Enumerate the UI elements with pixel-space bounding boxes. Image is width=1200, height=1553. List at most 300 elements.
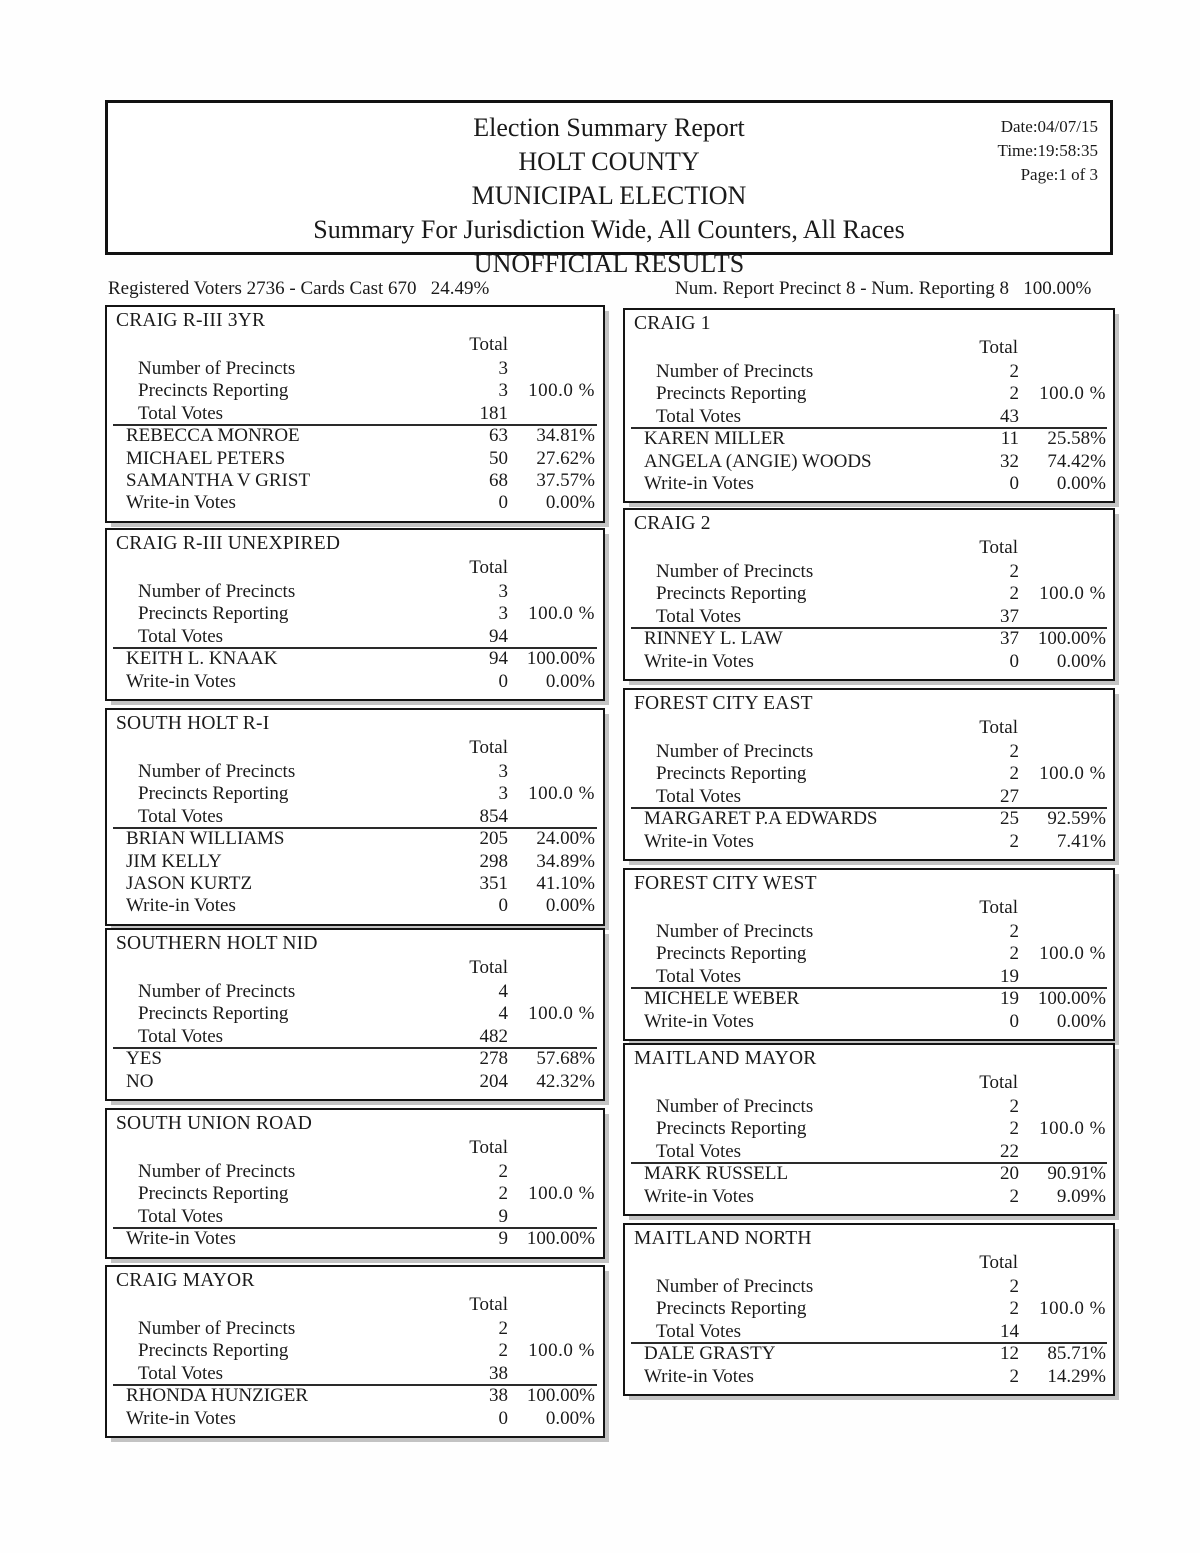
contest-title: FOREST CITY EAST (634, 693, 813, 714)
candidate-row-percent: 92.59% (1047, 808, 1106, 830)
candidate-row-value: 38 (489, 1385, 508, 1407)
contest-box (105, 708, 605, 926)
total-column-header-label: Total (979, 1072, 1018, 1093)
total-votes-row (625, 1321, 1113, 1343)
total-votes-row (625, 406, 1113, 428)
contest-rows (107, 981, 603, 1093)
candidate-row-percent: 100.00% (1037, 628, 1106, 650)
candidate-row-percent: 24.00% (536, 828, 595, 850)
total-votes-row-value: 14 (1000, 1320, 1019, 1342)
candidate-row-label: Write-in Votes (644, 1010, 754, 1032)
total-column-header-label: Total (979, 717, 1018, 738)
contest-rows (625, 741, 1113, 853)
candidate-row-value: 25 (1000, 808, 1019, 830)
total-column-header (625, 1252, 1113, 1276)
number-of-precincts-row-value: 4 (498, 981, 508, 1002)
candidate-row (107, 648, 603, 670)
precincts-reporting-row-value: 3 (498, 380, 508, 402)
precincts-reporting-row-label: Precincts Reporting (138, 783, 289, 805)
contest-box (105, 1108, 605, 1259)
total-votes-row (625, 786, 1113, 808)
precincts-reporting-row-percent: 100.0 % (528, 380, 595, 402)
precincts-reporting-row-label: Precincts Reporting (656, 383, 807, 405)
candidate-row (107, 828, 603, 850)
total-votes-row (625, 606, 1113, 628)
contest-title: CRAIG R-III UNEXPIRED (116, 533, 341, 554)
precincts-reporting-row-value: 2 (1009, 1118, 1019, 1140)
registered-voters-stat: Registered Voters 2736 - Cards Cast 670 24.49% (108, 278, 490, 299)
precincts-reporting-row (107, 603, 603, 625)
candidate-row (107, 470, 603, 492)
precincts-reporting-row-percent: 100.0 % (1039, 583, 1106, 605)
contest-rows (625, 361, 1113, 495)
report-meta-block (998, 115, 1098, 187)
candidate-row-label: Write-in Votes (126, 1228, 236, 1250)
candidate-row-value: 278 (479, 1048, 508, 1070)
total-votes-row-label: Total Votes (138, 1362, 224, 1384)
precincts-reporting-row-value: 3 (498, 603, 508, 625)
precincts-reporting-row-percent: 100.0 % (1039, 943, 1106, 965)
number-of-precincts-row-value: 3 (498, 581, 508, 602)
candidate-row-percent: 0.00% (1056, 650, 1106, 672)
candidate-row-value: 204 (479, 1070, 508, 1092)
candidate-row-value: 94 (489, 648, 508, 670)
total-votes-row-label: Total Votes (656, 605, 742, 627)
candidate-row-label: Write-in Votes (126, 1407, 236, 1429)
precincts-reporting-row-percent: 100.0 % (528, 1340, 595, 1362)
total-votes-row-value: 181 (479, 402, 508, 424)
number-of-precincts-row-label: Number of Precincts (138, 1318, 296, 1339)
precincts-reporting-row-percent: 100.0 % (1039, 1118, 1106, 1140)
number-of-precincts-row (625, 361, 1113, 383)
candidate-row (625, 651, 1113, 673)
candidate-row-label: YES (126, 1048, 162, 1070)
candidate-row (107, 671, 603, 693)
total-votes-row-label: Total Votes (138, 1025, 224, 1047)
candidate-row-percent: 7.41% (1056, 830, 1106, 852)
number-of-precincts-row-label: Number of Precincts (138, 581, 296, 602)
precinct-reporting-stat: Num. Report Precinct 8 - Num. Reporting 8 100.00% (675, 278, 1092, 299)
number-of-precincts-row-label: Number of Precincts (656, 361, 814, 382)
contest-box (623, 308, 1115, 503)
candidate-row (107, 448, 603, 470)
candidate-row-value: 11 (1000, 428, 1019, 450)
number-of-precincts-row (107, 761, 603, 783)
total-column-header (107, 1137, 603, 1161)
contest-box (105, 305, 605, 523)
candidate-row-label: Write-in Votes (644, 1365, 754, 1387)
candidate-row-percent: 0.00% (1056, 1010, 1106, 1032)
candidate-row (625, 1163, 1113, 1185)
candidate-row-percent: 42.32% (536, 1070, 595, 1092)
precincts-reporting-row (107, 1003, 603, 1025)
number-of-precincts-row-value: 3 (498, 761, 508, 782)
total-votes-row-label: Total Votes (656, 405, 742, 427)
number-of-precincts-row-label: Number of Precincts (138, 358, 296, 379)
candidate-row-value: 63 (489, 425, 508, 447)
total-column-header (625, 337, 1113, 361)
candidate-row-value: 20 (1000, 1163, 1019, 1185)
candidate-row-label: Write-in Votes (126, 670, 236, 692)
candidate-row-label: KEITH L. KNAAK (126, 648, 278, 670)
total-votes-row (107, 1206, 603, 1228)
candidate-row-percent: 14.29% (1047, 1365, 1106, 1387)
candidate-row-percent: 85.71% (1047, 1343, 1106, 1365)
total-column-header (107, 334, 603, 358)
candidate-row-percent: 9.09% (1056, 1185, 1106, 1207)
total-votes-row-label: Total Votes (138, 402, 224, 424)
number-of-precincts-row (107, 981, 603, 1003)
candidate-row (625, 988, 1113, 1010)
precincts-reporting-row-percent: 100.0 % (528, 603, 595, 625)
candidate-row-label: Write-in Votes (126, 492, 236, 514)
candidate-row (107, 1048, 603, 1070)
number-of-precincts-row (625, 921, 1113, 943)
candidate-row (107, 851, 603, 873)
total-votes-row-label: Total Votes (138, 1205, 224, 1227)
number-of-precincts-row-label: Number of Precincts (138, 761, 296, 782)
candidate-row-percent: 100.00% (526, 648, 595, 670)
total-column-header-label: Total (469, 1294, 508, 1315)
report-title-line-5: UNOFFICIAL RESULTS (473, 249, 745, 279)
candidate-row-value: 68 (489, 469, 508, 491)
total-votes-row-value: 38 (489, 1362, 508, 1384)
candidate-row-value: 50 (489, 447, 508, 469)
total-column-header-label: Total (469, 557, 508, 578)
candidate-row-value: 37 (1000, 628, 1019, 650)
candidate-row (625, 831, 1113, 853)
candidate-row-value: 12 (1000, 1343, 1019, 1365)
number-of-precincts-row-label: Number of Precincts (656, 561, 814, 582)
total-column-header (625, 537, 1113, 561)
precincts-reporting-row (625, 1298, 1113, 1320)
candidate-row (107, 1408, 603, 1430)
total-votes-row-value: 27 (1000, 785, 1019, 807)
precincts-reporting-row (625, 763, 1113, 785)
candidate-row-percent: 100.00% (1037, 988, 1106, 1010)
report-date: Date:04/07/15 (1000, 117, 1098, 136)
candidate-row-label: NO (126, 1070, 154, 1092)
number-of-precincts-row-value: 2 (1009, 921, 1019, 942)
precincts-reporting-row (107, 1340, 603, 1362)
precincts-reporting-row-percent: 100.0 % (528, 1003, 595, 1025)
contest-rows (107, 1161, 603, 1251)
candidate-row-label: Write-in Votes (126, 895, 236, 917)
precincts-reporting-row-value: 2 (1009, 763, 1019, 785)
precincts-reporting-row-percent: 100.0 % (1039, 763, 1106, 785)
candidate-row (625, 1186, 1113, 1208)
contest-rows (107, 761, 603, 918)
contest-box (623, 688, 1115, 861)
total-column-header-label: Total (469, 1137, 508, 1158)
precincts-reporting-row (625, 583, 1113, 605)
precincts-reporting-row-value: 2 (1009, 583, 1019, 605)
candidate-row-label: SAMANTHA V GRIST (126, 469, 311, 491)
contest-title: SOUTH UNION ROAD (116, 1113, 313, 1134)
candidate-row-label: BRIAN WILLIAMS (126, 828, 285, 850)
number-of-precincts-row-label: Number of Precincts (656, 921, 814, 942)
number-of-precincts-row (625, 1096, 1113, 1118)
number-of-precincts-row-value: 2 (1009, 741, 1019, 762)
contest-title: CRAIG R-III 3YR (116, 310, 266, 331)
total-votes-row-label: Total Votes (656, 965, 742, 987)
candidate-row-percent: 25.58% (1047, 428, 1106, 450)
report-title-line-3: MUNICIPAL ELECTION (471, 181, 747, 211)
precincts-reporting-row-percent: 100.0 % (528, 783, 595, 805)
candidate-row-label: Write-in Votes (644, 472, 754, 494)
candidate-row (107, 895, 603, 917)
candidate-row (625, 1366, 1113, 1388)
candidate-row (625, 451, 1113, 473)
candidate-row-percent: 37.57% (536, 469, 595, 491)
candidate-row-percent: 27.62% (536, 447, 595, 469)
number-of-precincts-row-label: Number of Precincts (656, 1096, 814, 1117)
contest-title: MAITLAND NORTH (634, 1228, 812, 1249)
total-column-header-label: Total (979, 897, 1018, 918)
precincts-reporting-row-percent: 100.0 % (528, 1183, 595, 1205)
precincts-reporting-row-label: Precincts Reporting (656, 763, 807, 785)
precincts-reporting-row-percent: 100.0 % (1039, 1298, 1106, 1320)
contest-title: CRAIG MAYOR (116, 1270, 255, 1291)
total-votes-row-label: Total Votes (656, 785, 742, 807)
total-votes-row-label: Total Votes (138, 625, 224, 647)
candidate-row (625, 808, 1113, 830)
precincts-reporting-row-label: Precincts Reporting (656, 943, 807, 965)
precincts-reporting-row (107, 1183, 603, 1205)
number-of-precincts-row-label: Number of Precincts (656, 741, 814, 762)
candidate-row-label: RHONDA HUNZIGER (126, 1385, 309, 1407)
candidate-row-percent: 0.00% (545, 895, 595, 917)
total-column-header-label: Total (979, 337, 1018, 358)
contest-box (105, 1265, 605, 1438)
total-votes-row-value: 19 (1000, 965, 1019, 987)
report-header-box (105, 100, 1113, 279)
number-of-precincts-row-value: 2 (1009, 561, 1019, 582)
candidate-row-value: 2 (1009, 1365, 1019, 1387)
number-of-precincts-row (107, 1161, 603, 1183)
contest-rows (625, 561, 1113, 673)
total-votes-row-label: Total Votes (138, 805, 224, 827)
candidate-row-label: MARK RUSSELL (644, 1163, 789, 1185)
total-votes-row-value: 482 (479, 1025, 508, 1047)
total-votes-row-value: 9 (498, 1205, 508, 1227)
total-votes-row-value: 43 (1000, 405, 1019, 427)
precincts-reporting-row-label: Precincts Reporting (656, 583, 807, 605)
contest-box (105, 928, 605, 1101)
total-column-header (625, 717, 1113, 741)
candidate-row-percent: 34.89% (536, 850, 595, 872)
total-column-header-label: Total (979, 1252, 1018, 1273)
contest-title: SOUTHERN HOLT NID (116, 933, 318, 954)
total-votes-row (107, 806, 603, 828)
number-of-precincts-row-value: 2 (498, 1161, 508, 1182)
report-page-number: Page:1 of 3 (1020, 165, 1098, 185)
contest-title: MAITLAND MAYOR (634, 1048, 817, 1069)
total-votes-row (107, 626, 603, 648)
report-title-line-2: HOLT COUNTY (518, 147, 700, 177)
candidate-row-percent: 100.00% (526, 1385, 595, 1407)
total-votes-row (625, 1141, 1113, 1163)
candidate-row-value: 298 (479, 850, 508, 872)
number-of-precincts-row (107, 1318, 603, 1340)
precincts-reporting-row-value: 2 (1009, 1298, 1019, 1320)
total-column-header (625, 1072, 1113, 1096)
number-of-precincts-row (625, 561, 1113, 583)
candidate-row-label: Write-in Votes (644, 1185, 754, 1207)
number-of-precincts-row-value: 2 (1009, 361, 1019, 382)
candidate-row-label: REBECCA MONROE (126, 425, 300, 447)
contest-title: CRAIG 2 (634, 513, 711, 534)
candidate-row-label: JASON KURTZ (126, 872, 253, 894)
candidate-row-value: 2 (1009, 830, 1019, 852)
contest-title: CRAIG 1 (634, 313, 711, 334)
number-of-precincts-row-label: Number of Precincts (138, 1161, 296, 1182)
candidate-row-value: 0 (498, 895, 508, 917)
contest-rows (625, 921, 1113, 1033)
candidate-row (107, 425, 603, 447)
candidate-row (625, 428, 1113, 450)
candidate-row-value: 9 (498, 1228, 508, 1250)
candidate-row (625, 1343, 1113, 1365)
contest-box (623, 1043, 1115, 1216)
candidate-row-percent: 90.91% (1047, 1163, 1106, 1185)
precincts-reporting-row-percent: 100.0 % (1039, 383, 1106, 405)
candidate-row-percent: 57.68% (536, 1048, 595, 1070)
total-votes-row-value: 854 (479, 805, 508, 827)
candidate-row-percent: 41.10% (536, 872, 595, 894)
total-column-header-label: Total (979, 537, 1018, 558)
candidate-row-label: MICHAEL PETERS (126, 447, 286, 469)
candidate-row-value: 32 (1000, 450, 1019, 472)
report-title-block (108, 111, 1110, 281)
report-title-line-4: Summary For Jurisdiction Wide, All Counters, All Races (313, 215, 905, 245)
candidate-row-label: MICHELE WEBER (644, 988, 800, 1010)
candidate-row-label: JIM KELLY (126, 850, 222, 872)
candidate-row-value: 0 (498, 1407, 508, 1429)
candidate-row-value: 0 (1009, 1010, 1019, 1032)
total-votes-row-value: 94 (489, 625, 508, 647)
contest-rows (107, 581, 603, 693)
candidate-row-label: RINNEY L. LAW (644, 628, 783, 650)
contest-rows (625, 1096, 1113, 1208)
total-column-header-label: Total (469, 957, 508, 978)
number-of-precincts-row (625, 1276, 1113, 1298)
candidate-row-label: ANGELA (ANGIE) WOODS (644, 450, 872, 472)
contest-box (623, 508, 1115, 681)
contest-rows (107, 358, 603, 515)
candidate-row-percent: 0.00% (545, 492, 595, 514)
number-of-precincts-row-value: 2 (498, 1318, 508, 1339)
candidate-row-label: KAREN MILLER (644, 428, 785, 450)
candidate-row-value: 0 (1009, 472, 1019, 494)
precincts-reporting-row-label: Precincts Reporting (138, 380, 289, 402)
precincts-reporting-row-value: 2 (498, 1340, 508, 1362)
candidate-row-percent: 0.00% (545, 670, 595, 692)
precincts-reporting-row-value: 3 (498, 783, 508, 805)
precincts-reporting-row-value: 2 (1009, 383, 1019, 405)
precincts-reporting-row-label: Precincts Reporting (138, 1003, 289, 1025)
candidate-row (107, 1228, 603, 1250)
total-votes-row (625, 966, 1113, 988)
number-of-precincts-row (107, 581, 603, 603)
contest-title: SOUTH HOLT R-I (116, 713, 270, 734)
precincts-reporting-row (625, 1118, 1113, 1140)
precincts-reporting-row (107, 380, 603, 402)
summary-stats-line (105, 278, 1113, 302)
candidate-row-value: 205 (479, 828, 508, 850)
candidate-row (107, 1071, 603, 1093)
number-of-precincts-row-value: 2 (1009, 1276, 1019, 1297)
precincts-reporting-row-label: Precincts Reporting (138, 603, 289, 625)
total-votes-row (107, 1026, 603, 1048)
total-column-header (107, 557, 603, 581)
total-votes-row-value: 22 (1000, 1140, 1019, 1162)
candidate-row-label: Write-in Votes (644, 650, 754, 672)
total-column-header (107, 957, 603, 981)
total-column-header-label: Total (469, 334, 508, 355)
candidate-row-percent: 74.42% (1047, 450, 1106, 472)
report-title-line-1: Election Summary Report (473, 113, 745, 142)
number-of-precincts-row-value: 2 (1009, 1096, 1019, 1117)
candidate-row-value: 0 (498, 670, 508, 692)
total-votes-row-value: 37 (1000, 605, 1019, 627)
candidate-row (107, 1385, 603, 1407)
number-of-precincts-row-label: Number of Precincts (656, 1276, 814, 1297)
precincts-reporting-row-value: 2 (498, 1183, 508, 1205)
candidate-row-value: 19 (1000, 988, 1019, 1010)
contest-box (623, 1223, 1115, 1396)
candidate-row-percent: 34.81% (536, 425, 595, 447)
total-votes-row (107, 403, 603, 425)
candidate-row-label: MARGARET P.A EDWARDS (644, 808, 878, 830)
total-votes-row-label: Total Votes (656, 1140, 742, 1162)
precincts-reporting-row-value: 2 (1009, 943, 1019, 965)
total-column-header-label: Total (469, 737, 508, 758)
precincts-reporting-row-label: Precincts Reporting (656, 1298, 807, 1320)
number-of-precincts-row (625, 741, 1113, 763)
candidate-row-label: Write-in Votes (644, 830, 754, 852)
candidate-row (107, 492, 603, 514)
candidate-row-value: 0 (498, 492, 508, 514)
candidate-row-value: 2 (1009, 1185, 1019, 1207)
report-time: Time:19:58:35 (997, 141, 1098, 161)
precincts-reporting-row (625, 943, 1113, 965)
contest-box (105, 528, 605, 701)
candidate-row (625, 473, 1113, 495)
precincts-reporting-row (625, 383, 1113, 405)
contest-rows (625, 1276, 1113, 1388)
precincts-reporting-row-value: 4 (498, 1003, 508, 1025)
candidate-row-label: DALE GRASTY (644, 1343, 776, 1365)
contest-rows (107, 1318, 603, 1430)
number-of-precincts-row-value: 3 (498, 358, 508, 379)
precincts-reporting-row-label: Precincts Reporting (138, 1340, 289, 1362)
precincts-reporting-row-label: Precincts Reporting (138, 1183, 289, 1205)
precincts-reporting-row-label: Precincts Reporting (656, 1118, 807, 1140)
precincts-reporting-row (107, 783, 603, 805)
candidate-row (625, 1011, 1113, 1033)
candidate-row-percent: 0.00% (1056, 472, 1106, 494)
contest-box (623, 868, 1115, 1041)
total-column-header (625, 897, 1113, 921)
total-votes-row-label: Total Votes (656, 1320, 742, 1342)
number-of-precincts-row-label: Number of Precincts (138, 981, 296, 1002)
total-column-header (107, 737, 603, 761)
candidate-row-percent: 100.00% (526, 1228, 595, 1250)
candidate-row (107, 873, 603, 895)
total-votes-row (107, 1363, 603, 1385)
candidate-row-value: 351 (479, 872, 508, 894)
